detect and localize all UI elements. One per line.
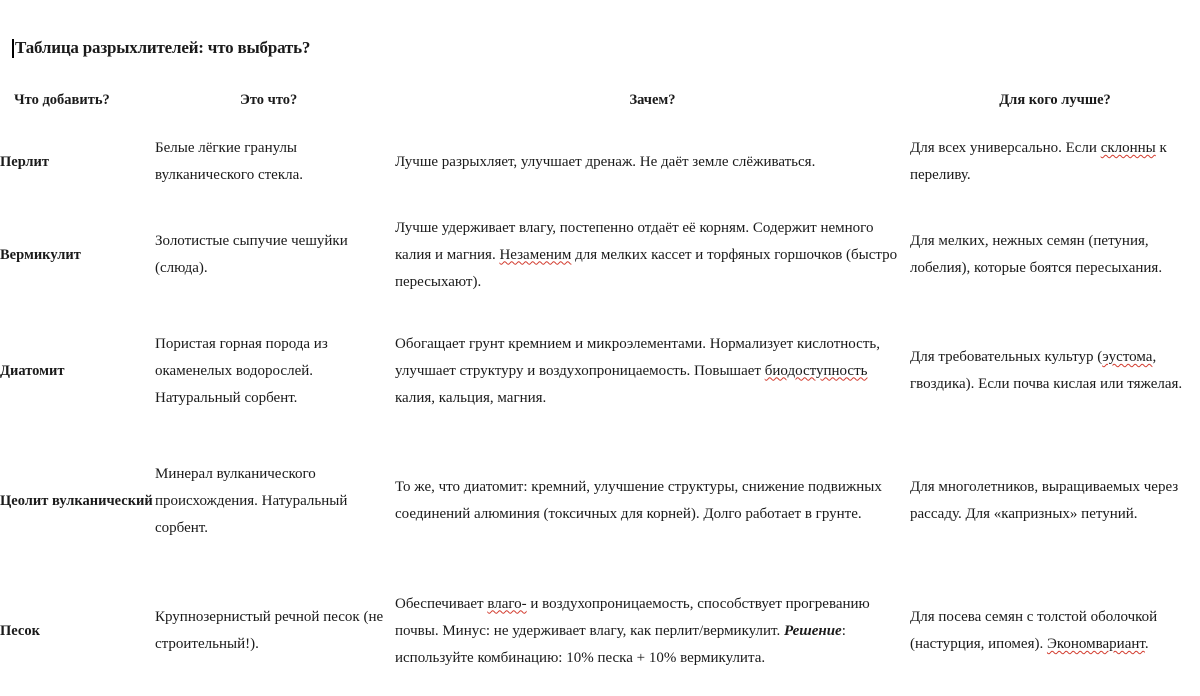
cell-best-for (910, 120, 1200, 204)
cell-purpose (395, 566, 910, 696)
column-header-why: Зачем? (629, 91, 676, 108)
table-row (0, 306, 1200, 436)
misspelled-word: эустома (1102, 349, 1153, 365)
text-run: Обогащает грунт кремнием и микроэлементами. Нормализует кислотность, улучшает структуру и воздухопроницаемость. Повышает (395, 335, 880, 379)
misspelled-word: влаго- (487, 595, 527, 612)
table-row (0, 120, 1200, 204)
cell-best-for (910, 204, 1200, 306)
cell-purpose (395, 120, 910, 204)
cell-material-name: Перлит (0, 153, 50, 170)
misspelled-word: склонны (1100, 140, 1156, 156)
text-run: Обеспечивает (395, 595, 488, 612)
cell-material-name: Песок (0, 622, 40, 639)
page-title: Таблица разрыхлителей: что выбрать? (15, 38, 311, 57)
cell-best-for (910, 566, 1200, 696)
cell-description: Крупнозернистый речной песок (не строительный!). (155, 609, 384, 652)
text-run: калия, кальция, магния. (395, 389, 547, 406)
text-run: Для требовательных культур ( (910, 349, 1103, 365)
cell-purpose (395, 306, 910, 436)
text-run: к переливу. (910, 140, 1167, 183)
text-run: для мелких кассет и торфяных горшочков (быстро пересыхают). (395, 246, 898, 290)
table-row (0, 204, 1200, 306)
text-run: То же, что диатомит: кремний, улучшение структуры, снижение подвижных соединений алюминия (токсичных для корней). Долго работает в грунте. (395, 479, 882, 522)
text-run: : используйте комбинацию: 10% песка + 10% вермикулита. (395, 622, 846, 666)
misspelled-word: биодоступность (764, 362, 868, 379)
cell-best-for (910, 436, 1200, 566)
table-body (0, 120, 1200, 696)
cell-material-name: Цеолит вулканический (0, 492, 153, 509)
cell-material-name: Вермикулит (0, 246, 81, 263)
text-run: , гвоздика). Если почва кислая или тяжелая. (910, 349, 1183, 392)
text-run: Для мелких, нежных семян (петуния, лобелия), которые боятся пересыхания. (910, 233, 1163, 276)
cell-description: Белые лёгкие гранулы вулканического стекла. (155, 140, 304, 183)
column-header-what-to-add: Что добавить? (14, 91, 110, 108)
table-row (0, 566, 1200, 696)
text-run: и воздухопроницаемость, способствует прогреванию почвы. Минус: не удерживает влагу, как перлит/вермикулит. (395, 595, 870, 639)
document-title-row (12, 36, 310, 60)
misspelled-word: Экономвариант (1046, 636, 1145, 652)
text-run: Лучше разрыхляет, улучшает дренаж. Не даёт земле слёживаться. (395, 153, 816, 170)
text-run: Лучше удерживает влагу, постепенно отдаёт её корням. Содержит немного калия и магния. (395, 219, 874, 263)
loosener-comparison-table (0, 80, 1200, 696)
table-row (0, 436, 1200, 566)
text-cursor-caret (12, 39, 14, 58)
text-run: Для всех универсально. Если (910, 140, 1101, 156)
text-run: Для посева семян с толстой оболочкой (настурция, ипомея). (910, 609, 1158, 652)
cell-description: Золотистые сыпучие чешуйки (слюда). (155, 233, 348, 276)
cell-purpose (395, 436, 910, 566)
text-run: . (1144, 636, 1149, 652)
text-run: Для многолетников, выращиваемых через рассаду. Для «капризных» петуний. (910, 479, 1179, 522)
cell-description: Минерал вулканического происхождения. Натуральный сорбент. (155, 465, 348, 536)
misspelled-word: Незаменим (499, 246, 572, 263)
cell-description: Пористая горная порода из окаменелых водорослей. Натуральный сорбент. (155, 335, 328, 406)
column-header-best-for-whom: Для кого лучше? (999, 91, 1111, 108)
column-header-what-is-it: Это что? (240, 91, 298, 108)
emphasis-text: Решение (783, 622, 842, 639)
cell-purpose (395, 204, 910, 306)
table-header-row (0, 80, 1200, 120)
cell-material-name: Диатомит (0, 362, 65, 379)
cell-best-for (910, 306, 1200, 436)
